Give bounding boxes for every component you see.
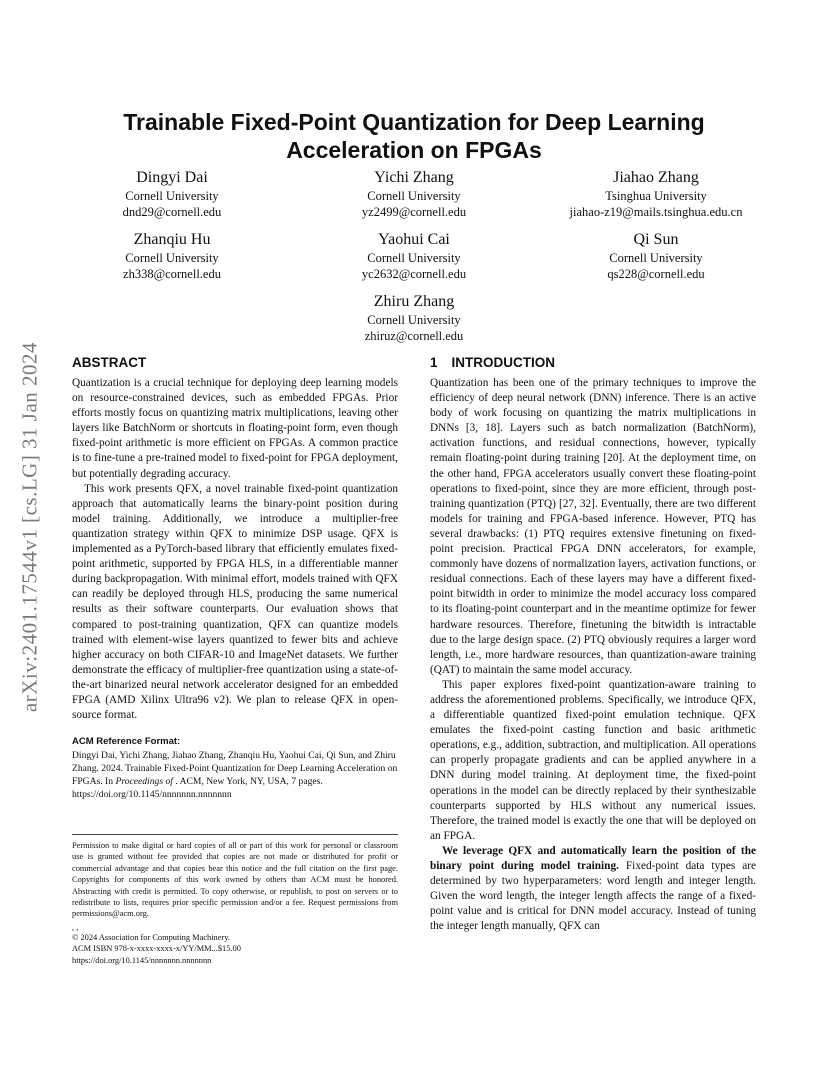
author-email: qs228@cornell.edu [607,267,705,281]
acm-reference-part: . ACM, New York, NY, USA, 7 pages. https://doi.org/10.1145/nnnnnnn.nnnnnnn [72,776,323,801]
author [72,168,272,220]
permission-notice: Permission to make digital or hard copies of all or part of this work for personal or classroom use is granted without fee provided that copies are not made or distributed for profit or commercial advantage and that copies bear this notice and the full citation on the first page. Copyrights for components of this work owned by others than ACM must be honored. Abstracting with credit is permitted. To copy otherwise, or republish, to post on servers or to redistribute to lists, requires prior specific permission and/or a fee. Request permissions from permissions@acm.org. [72,841,398,919]
author-name: Jiahao Zhang [613,169,699,186]
permission-footnote [72,834,398,966]
abstract-heading: ABSTRACT [72,355,147,370]
section-number: 1 [430,355,438,370]
author [314,230,514,282]
abstract-paragraph: Quantization is a crucial technique for deploying deep learning models on resource-constrained devices, such as embedded FPGAs. Prior efforts mostly focus on quantizing matrix multiplications, leaving other layers like BatchNorm or shortcuts in floating-point form, even though fixed-point arithmetic is more efficient on FPGAs. A common practice is to fine-tune a pre-trained model to fixed-point for FPGA deployment, but potentially degrading accuracy. [72,377,398,480]
author-affiliation: Cornell University [125,189,219,203]
introduction-paragraph [430,844,756,935]
author-affiliation: Cornell University [125,251,219,265]
author-name: Zhiru Zhang [373,293,455,310]
abstract-paragraph: This work presents QFX, a novel trainable fixed-point quantization approach that automatically learns the binary-point position during model training. Additionally, we introduce a multiplier-free quantization strategy within QFX to minimize DSP usage. QFX is implemented as a PyTorch-based library that efficiently emulates fixed-point arithmetic, supported by FPGA HLS, in a differentiable manner during backpropagation. With minimal effort, models trained with QFX can readily be deployed through HLS, producing the same numerical results as their software counterparts. Our evaluation shows that compared to post-training quantization, QFX can quantize models trained with element-wise layers quantized to fewer bits and achieve higher accuracy on both CIFAR-10 and ImageNet datasets. We further demonstrate the efficacy of multiplier-free quantization using a state-of-the-art binarized neural network accelerator designed for an embedded FPGA (AMD Xilinx Ultra96 v2). We plan to release QFX in open-source format. [72,482,398,722]
author-row [72,168,756,220]
acm-reference-heading: ACM Reference Format: [72,736,181,748]
emphasis-text: We leverage QFX and automatically learn the position of the binary point during model training. [430,844,756,872]
author-name: Dingyi Dai [136,169,208,186]
author-affiliation: Cornell University [367,189,461,203]
introduction-paragraph: Quantization has been one of the primary techniques to improve the efficiency of deep neural network (DNN) inference. There is an active body of work focusing on quantizing the matrix multiplications in DNNs [3, 18]. Layers such as batch normalization (BatchNorm), activation functions, and residual connections, however, typically remain floating-point during training [20]. At the deployment time, on the other hand, FPGA accelerators usually convert these floating-point operations to fixed-point, since they are more efficient, through post-training quantization (PTQ) [27, 32]. Eventually, there are two different models for training and FPGA-based inference. However, PTQ has several drawbacks: (1) PTQ requires extensive finetuning on fixed-point precision. Practical FPGA DNN accelerators, for example, commonly have dozens of normalization layers, activation functions, or residual connections. Each of these layers may have a different fixed-point bitwidth in order to minimize the model accuracy loss compared to its floating-point counterpart and in the meantime optimize for fewer hardware resources. Therefore, finetuning the bitwidth is intractable due to the large design space. (2) PTQ obviously requires a larger word length, i.e., more hardware resources, than quantization-aware training (QAT) to maintain the same model accuracy. [430,377,756,676]
author [556,168,756,220]
author-email: jiahao-z19@mails.tsinghua.edu.cn [569,205,743,219]
section-title: INTRODUCTION [451,355,556,370]
author-affiliation: Cornell University [609,251,703,265]
right-column [430,354,756,934]
title-line-2: Acceleration on FPGAs [286,137,542,163]
author [314,168,514,220]
author-name: Qi Sun [633,231,679,248]
doi-line: https://doi.org/10.1145/nnnnnnn.nnnnnnn [72,955,212,965]
author-affiliation: Tsinghua University [605,189,707,203]
author-email: zh338@cornell.edu [123,267,221,281]
author-email: yz2499@cornell.edu [361,205,467,219]
conference-placeholder: , , [72,922,79,932]
author [72,230,272,282]
acm-reference-part: Dingyi Dai, Yichi Zhang, Jiahao Zhang, Zhanqiu Hu, Yaohui Cai, Qi Sun, and Zhiru Zhang. 2024. Trainable Fixed-Point Quantization for Deep Learning Acceleration on FPGAs. In [72,750,398,788]
acm-reference-venue: Proceedings of [115,776,173,788]
introduction-heading [430,354,756,372]
author [314,292,514,344]
isbn-line: ACM ISBN 978-x-xxxx-xxxx-x/YY/MM...$15.00 [72,944,241,954]
paragraph-text: Fixed-point data types are determined by two hyperparameters: word length and integer length. Given the word length, the integer length affects the range of a fixed-point value and is critical for DNN model accuracy. Instead of tuning the integer length manually, QFX can [430,860,756,933]
arxiv-stamp [12,292,48,762]
author-block [72,168,756,354]
author-row [72,292,756,344]
author [556,230,756,282]
paper-title [0,108,828,164]
author-name: Zhanqiu Hu [133,231,211,248]
author-email: yc2632@cornell.edu [361,267,467,281]
title-line-1: Trainable Fixed-Point Quantization for Deep Learning [123,109,705,135]
author-name: Yichi Zhang [374,169,454,186]
author-affiliation: Cornell University [367,251,461,265]
arxiv-identifier: arXiv:2401.17544v1 [cs.LG] 31 Jan 2024 [17,341,42,713]
acm-reference-text [72,749,398,801]
introduction-paragraph: This paper explores fixed-point quantization-aware training to address the aforementioned problems. Specifically, we introduce QFX, a differentiable quantized fixed-point emulation technique. QFX emulates the fixed-point casting function and basic arithmetic operations, e.g., addition, subtraction, and multiplication. All operations can properly propagate gradients and can be applied anywhere in a DNN during model training. At deployment time, the fixed-point operations in the model can be directly replaced by their synthesizable counterparts supported by HLS without any numerical issues. Therefore, the trained model is exactly the one that will be deployed on an FPGA. [430,678,756,842]
copyright-line: © 2024 Association for Computing Machinery. [72,932,230,942]
author-name: Yaohui Cai [378,231,450,248]
left-column [72,354,398,801]
author-row [72,230,756,282]
author-affiliation: Cornell University [367,313,461,327]
author-email: zhiruz@cornell.edu [364,329,464,343]
author-email: dnd29@cornell.edu [122,205,222,219]
